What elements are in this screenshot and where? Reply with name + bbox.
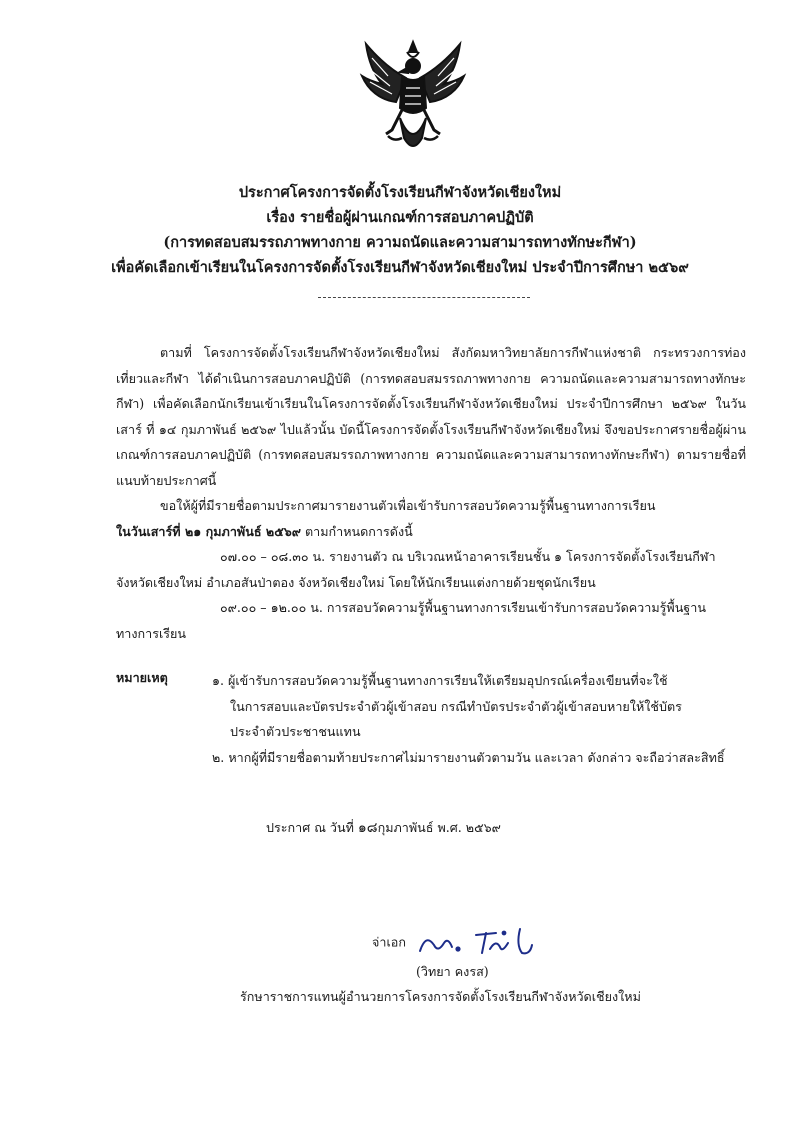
schedule-text: การสอบวัดความรู้พื้นฐานทางการเรียนเข้ารับการสอบวัดความรู้พื้นฐาน [322, 600, 706, 615]
body-paragraph-2 [116, 493, 746, 544]
announcement-date [266, 817, 501, 839]
schedule-time: ๐๗.๐๐ – ๐๘.๓๐ น. [220, 549, 326, 564]
note-item [212, 668, 752, 745]
handwritten-signature-icon [416, 925, 546, 961]
signer-rank: จ่าเอก [372, 934, 406, 950]
notes-label: หมายเหตุ [116, 670, 168, 685]
schedule-continuation: จังหวัดเชียงใหม่ อำเภอสันป่าตอง จังหวัดเชียงใหม่ โดยให้นักเรียนแต่งกายด้วยชุดนักเรียน [116, 574, 596, 590]
garuda-emblem-icon [358, 38, 468, 156]
title-line-3: (การทดสอบสมรรถภาพทางกาย ความถนัดและความสามารถทางทักษะกีฬา) [163, 234, 637, 251]
note-text: ผู้เข้ารับการสอบวัดความรู้พื้นฐานทางการเรียนให้เตรียมอุปกรณ์เครื่องเขียนที่จะใช้ [224, 673, 668, 688]
schedule-text: รายงานตัว ณ บริเวณหน้าอาคารเรียนชั้น ๑ โครงการจัดตั้งโรงเรียนกีฬา [325, 549, 716, 564]
title-line-2: เรื่อง รายชื่อผู้ผ่านเกณฑ์การสอบภาคปฏิบัติ [266, 209, 534, 226]
signature-line [372, 925, 546, 961]
body-paragraph-1: ตามที่ โครงการจัดตั้งโรงเรียนกีฬาจังหวัดเชียงใหม่ สังกัดมหาวิทยาลัยการกีฬาแห่งชาติ กระทรวงการท่องเที่ยวและกีฬา ได้ดำเนินการสอบภาคปฏิบัติ (การทดสอบสมรรถภาพทางกาย ความถนัดและความสามารถทางทักษะกีฬา) เพื่อคัดเลือกนักเรียนเข้าเรียนในโครงการจัดตั้งโรงเรียนกีฬาจังหวัดเชียงใหม่ ประจำปีการศึกษา ๒๕๖๙ ในวันเสาร์ ที่ ๑๔ กุมภาพันธ์ ๒๕๖๙ ไปแล้วนั้น บัดนี้โครงการจัดตั้งโรงเรียนกีฬาจังหวัดเชียงใหม่ จึงขอประกาศรายชื่อผู้ผ่านเกณฑ์การสอบภาคปฏิบัติ (การทดสอบสมรรถภาพทางกาย ความถนัดและความสามารถทางทักษะกีฬา) ตามรายชื่อที่แนบท้ายประกาศนี้ [116, 345, 746, 488]
note-number: ๑. [212, 673, 224, 688]
schedule-item [116, 595, 746, 646]
announce-suffix: กุมภาพันธ์ พ.ศ. ๒๕๖๙ [377, 820, 501, 835]
announce-day: ๑๘ [357, 820, 378, 836]
schedule-intro: ตามกำหนดการดังนี้ [300, 523, 413, 539]
note-text: ในการสอบและบัตรประจำตัวผู้เข้าสอบ กรณีทำบัตรประจำตัวผู้เข้าสอบหายให้ใช้บัตร [230, 698, 682, 714]
title-line-1: ประกาศโครงการจัดตั้งโรงเรียนกีฬาจังหวัดเชียงใหม่ [238, 184, 562, 201]
report-instruction: ขอให้ผู้ที่มีรายชื่อตามประกาศมารายงานตัวเพื่อเข้ารับการสอบวัดความรู้พื้นฐานทางการเรียน [160, 498, 656, 513]
note-item [212, 745, 752, 771]
report-date: ในวันเสาร์ที่ ๒๑ กุมภาพันธ์ ๒๕๖๙ [116, 523, 301, 539]
announcement-title [60, 180, 740, 280]
title-divider [318, 297, 530, 298]
announce-prefix: ประกาศ ณ วันที่ [266, 820, 358, 835]
note-text: หากผู้ที่มีรายชื่อตามท้ายประกาศไม่มารายงานตัวตามวัน และเวลา ดังกล่าว จะถือว่าสละสิทธิ์ [224, 750, 725, 765]
schedule-item [116, 544, 746, 595]
note-number: ๒. [212, 750, 225, 765]
schedule-time: ๐๙.๐๐ – ๑๒.๐๐ น. [220, 600, 323, 615]
title-line-4: เพื่อคัดเลือกเข้าเรียนในโครงการจัดตั้งโรงเรียนกีฬาจังหวัดเชียงใหม่ ประจำปีการศึกษา ๒๕๖๙ [111, 259, 689, 276]
schedule-continuation: ทางการเรียน [116, 625, 187, 641]
signer-name: (วิทยา คงรส) [416, 964, 489, 979]
signer-position: รักษาราชการแทนผู้อำนวยการโครงการจัดตั้งโรงเรียนกีฬาจังหวัดเชียงใหม่ [240, 989, 641, 1004]
note-text: ประจำตัวประชาชนแทน [230, 724, 361, 739]
